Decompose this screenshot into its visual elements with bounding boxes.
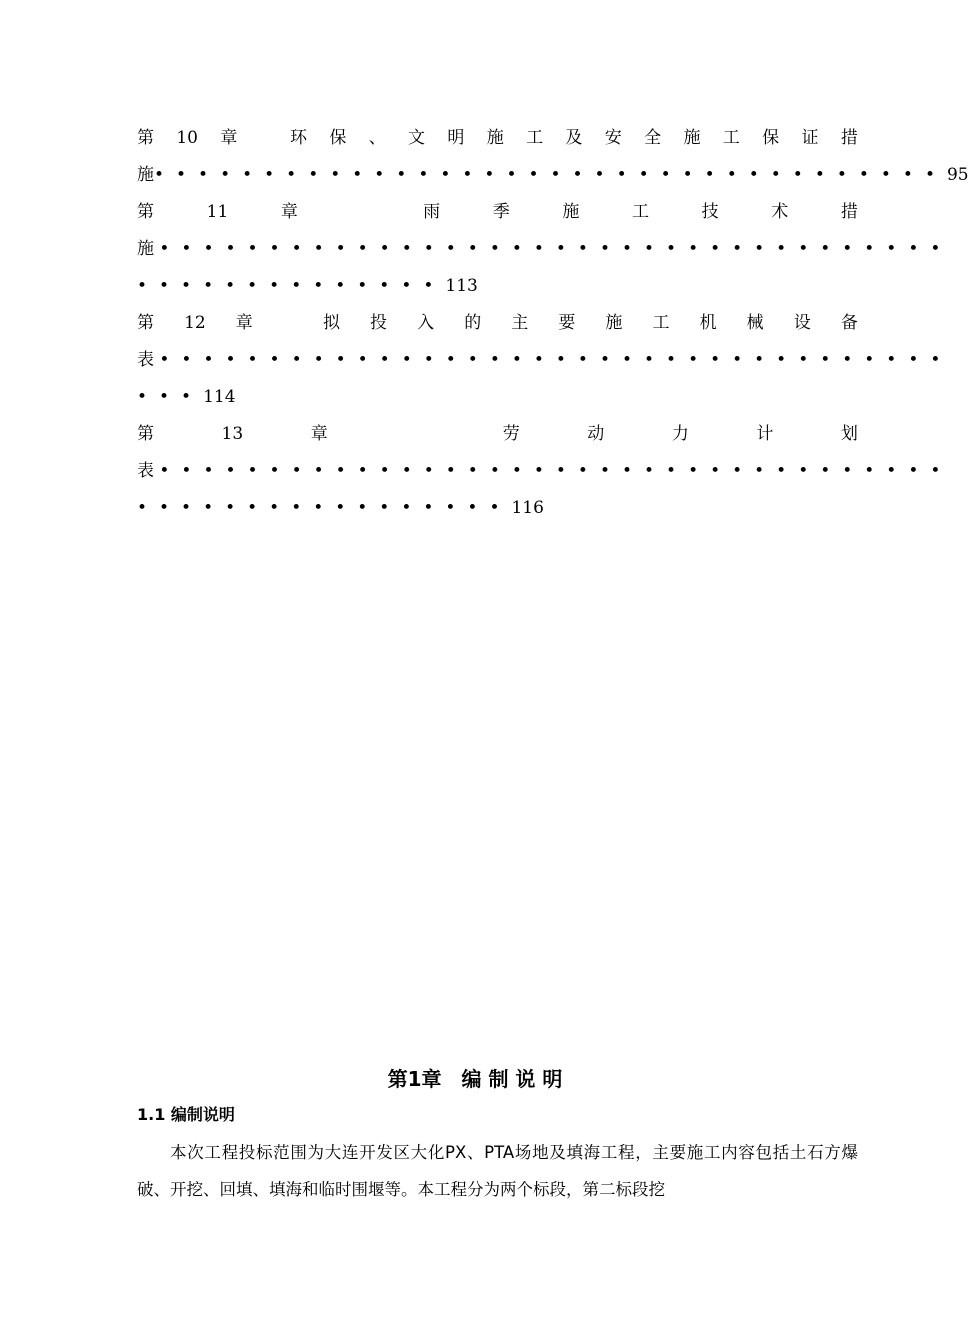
toc-text: 主	[511, 313, 529, 333]
toc-text: 设	[793, 313, 811, 333]
toc-text: 施	[137, 239, 154, 259]
toc-text: 计	[756, 424, 774, 444]
toc-text: 第	[137, 424, 154, 444]
toc-page-number: 113	[445, 276, 478, 296]
toc-text: 入	[417, 313, 435, 333]
toc-text: 的	[464, 313, 482, 333]
toc-text: 措	[840, 128, 858, 148]
toc-text: 技	[701, 202, 719, 222]
toc-text: 措	[840, 202, 858, 222]
toc-text: 工	[652, 313, 670, 333]
toc-text: 要	[558, 313, 576, 333]
toc-leader-dots: ••••••••••••••	[137, 276, 446, 296]
toc-text: 文	[408, 128, 426, 148]
toc-text: 章	[310, 424, 328, 444]
toc-text: 动	[587, 424, 605, 444]
toc-entry-13-dots-1	[137, 453, 953, 490]
toc-text: 划	[840, 424, 858, 444]
toc-leader-dots: •••••••••••••••••	[137, 498, 512, 518]
toc-text: 工	[722, 128, 740, 148]
body-paragraph: 本次工程投标范围为大连开发区大化PX、PTA场地及填海工程，主要施工内容包括土石方爆破、开挖、回填、填海和临时围堰等。本工程分为两个标段，第二标段挖	[137, 1143, 858, 1199]
toc-leader-dots: ••••••••••••••••••••••••••••••••••••	[159, 239, 953, 259]
toc-text: 备	[840, 313, 858, 333]
toc-text: 第	[137, 313, 154, 333]
toc-text: 施	[137, 165, 154, 185]
toc-entry-12-title[interactable]	[137, 305, 858, 342]
toc-text: 施	[486, 128, 504, 148]
toc-text: 表	[137, 350, 154, 370]
toc-text: 明	[447, 128, 465, 148]
toc-text: 施	[605, 313, 623, 333]
toc-chapter-number: 11	[206, 202, 229, 222]
toc-entry-11-dots-1	[137, 231, 953, 268]
toc-text: 雨	[423, 202, 441, 222]
toc-text: 第	[137, 128, 154, 148]
toc-text: 拟	[322, 313, 340, 333]
toc-text: 机	[699, 313, 717, 333]
toc-text: 章	[220, 128, 238, 148]
toc-entry-12-dots-2	[137, 379, 858, 416]
toc-page-number: 114	[203, 387, 236, 407]
toc-text: 环	[290, 128, 308, 148]
table-of-contents	[137, 120, 969, 527]
toc-text: 施	[562, 202, 580, 222]
chapter-heading: 第1章 编 制 说 明	[387, 1067, 563, 1091]
toc-text: 及	[565, 128, 583, 148]
toc-leader-dots: •••	[137, 387, 204, 407]
toc-leader-dots: ••••••••••••••••••••••••••••••••••••	[154, 165, 947, 185]
toc-page-number: 116	[511, 498, 544, 518]
toc-text: 劳	[502, 424, 520, 444]
toc-entry-12-dots-1	[137, 342, 953, 379]
toc-entry-11-title[interactable]	[137, 194, 858, 231]
toc-text: 保	[762, 128, 780, 148]
toc-entry-10-title[interactable]	[137, 120, 858, 157]
toc-text: 第	[137, 202, 154, 222]
toc-leader-dots: ••••••••••••••••••••••••••••••••••••	[159, 461, 953, 481]
toc-page-number: 95	[946, 165, 969, 185]
toc-text: 施	[683, 128, 701, 148]
section-heading: 1.1 编制说明	[137, 1105, 235, 1124]
toc-chapter-number: 10	[176, 128, 198, 148]
toc-entry-11-dots-2	[137, 268, 858, 305]
toc-entry-13-title[interactable]	[137, 416, 858, 453]
toc-text: 械	[746, 313, 764, 333]
toc-chapter-number: 12	[184, 313, 206, 333]
toc-text: 力	[671, 424, 689, 444]
toc-text: 术	[771, 202, 789, 222]
toc-text: 证	[801, 128, 819, 148]
toc-text: 工	[632, 202, 650, 222]
toc-text: 季	[492, 202, 510, 222]
toc-entry-13-dots-2	[137, 490, 858, 527]
toc-leader-dots: ••••••••••••••••••••••••••••••••••••	[159, 350, 953, 370]
toc-text: 表	[137, 461, 154, 481]
toc-chapter-number: 13	[221, 424, 244, 444]
toc-text: 章	[280, 202, 298, 222]
toc-text: 、	[368, 128, 386, 148]
toc-text: 保	[329, 128, 347, 148]
toc-entry-10-dots	[137, 157, 969, 194]
toc-text: 投	[370, 313, 388, 333]
toc-text: 安	[604, 128, 622, 148]
toc-text: 全	[644, 128, 662, 148]
toc-text: 工	[526, 128, 544, 148]
toc-text: 章	[235, 313, 253, 333]
